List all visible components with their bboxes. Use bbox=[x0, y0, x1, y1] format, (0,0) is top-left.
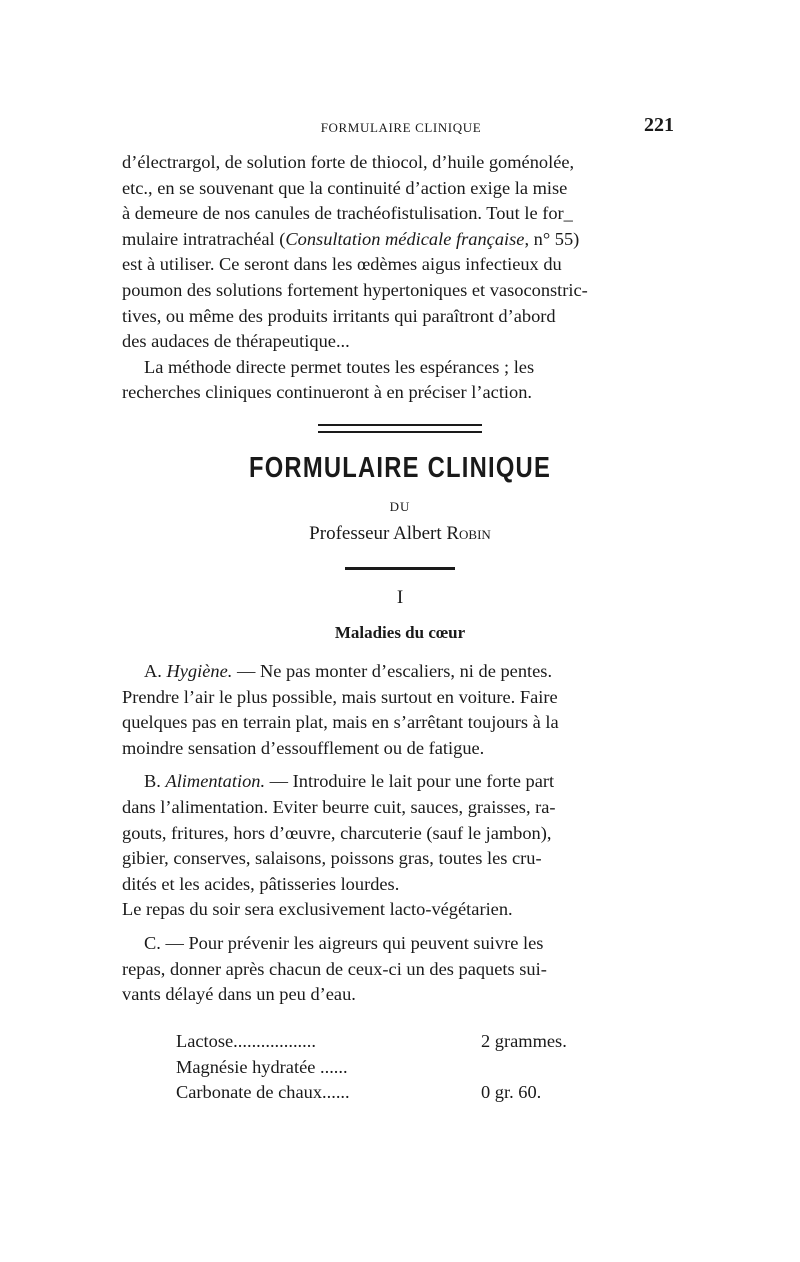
main-title: FORMULAIRE CLINIQUE bbox=[248, 452, 552, 484]
running-head-title: FORMULAIRE CLINIQUE bbox=[320, 120, 482, 135]
text-line: gouts, fritures, hors d’œuvre, charcuterie (sauf le jambon), bbox=[122, 822, 552, 843]
citation-close: , n° 55) bbox=[524, 228, 580, 249]
ingredient-name: Lactose.................. bbox=[176, 1031, 316, 1051]
text-line: Prendre l’air le plus possible, mais surtout en voiture. Faire bbox=[122, 686, 558, 707]
text-line: vants délayé dans un peu d’eau. bbox=[122, 984, 356, 1005]
page-number: 221 bbox=[644, 114, 674, 136]
item-label: Hygiène. bbox=[166, 661, 233, 681]
prescription-row bbox=[176, 1080, 596, 1106]
author-surname: Robin bbox=[446, 523, 491, 544]
opening-paragraph bbox=[122, 150, 678, 406]
text-line: Le repas du soir sera exclusivement lacto-végétarien. bbox=[122, 899, 513, 920]
prescription-body bbox=[122, 659, 678, 1008]
text-line: mulaire intratrachéal bbox=[122, 228, 280, 249]
text-line: d’électrargol, de solution forte de thiocol, d’huile goménolée, bbox=[122, 152, 575, 172]
text-line: poumon des solutions fortement hypertoniques et vasoconstric- bbox=[122, 279, 588, 300]
text-line: repas, donner après chacun de ceux-ci un des paquets sui- bbox=[122, 958, 547, 979]
text-fragment: — Introduire le lait pour une forte part bbox=[265, 771, 555, 792]
paragraph-a-first-line bbox=[122, 659, 678, 685]
ingredient-name: Magnésie hydratée ...... bbox=[176, 1056, 348, 1077]
text-line: des audaces de thérapeutique... bbox=[122, 331, 350, 352]
single-rule-divider bbox=[345, 567, 455, 570]
paragraph-b-first-line bbox=[122, 769, 678, 795]
author-prefix: Professeur Albert bbox=[309, 523, 447, 544]
text-fragment: — Ne pas monter d’escaliers, ni de pentes. bbox=[232, 661, 553, 681]
prescription-row bbox=[176, 1055, 596, 1081]
section-number: I bbox=[396, 587, 404, 608]
section-title: Maladies du cœur bbox=[334, 623, 466, 642]
item-label: Alimentation. bbox=[165, 771, 266, 792]
item-letter: B. bbox=[144, 771, 166, 792]
item-letter: A. bbox=[144, 661, 167, 681]
running-head bbox=[126, 114, 676, 138]
text-line: moindre sensation d’essoufflement ou de fatigue. bbox=[122, 737, 485, 758]
text-line: La méthode directe permet toutes les espérances ; les bbox=[144, 356, 535, 377]
citation-open: ( bbox=[279, 228, 286, 249]
text-line-with-citation bbox=[122, 227, 678, 253]
text-line: quelques pas en terrain plat, mais en s’arrêtant toujours à la bbox=[122, 712, 559, 733]
citation-italic: Consultation médicale française bbox=[285, 228, 525, 249]
text-line: recherches cliniques continueront à en préciser l’action. bbox=[122, 382, 533, 403]
du-label: DU bbox=[389, 499, 411, 514]
ingredient-dose: 0 gr. 60. bbox=[481, 1082, 542, 1103]
text-line: à demeure de nos canules de trachéofistulisation. Tout le for_ bbox=[122, 203, 573, 224]
ingredient-dose: 2 grammes. bbox=[481, 1031, 567, 1051]
ingredient-name: Carbonate de chaux...... bbox=[176, 1082, 350, 1103]
text-line: dités et les acides, pâtisseries lourdes. bbox=[122, 873, 400, 894]
text-line: tives, ou même des produits irritants qui paraîtront d’abord bbox=[122, 305, 556, 326]
paragraph-c-first-line: C. — Pour prévenir les aigreurs qui peuvent suivre les bbox=[144, 932, 544, 953]
text-line: dans l’alimentation. Eviter beurre cuit, sauces, graisses, ra- bbox=[122, 796, 556, 817]
prescription-table bbox=[176, 1029, 596, 1106]
prescription-row bbox=[176, 1029, 596, 1055]
author-line bbox=[122, 523, 678, 545]
text-line: etc., en se souvenant que la continuité d’action exige la mise bbox=[122, 177, 568, 198]
double-rule-divider bbox=[318, 424, 482, 433]
text-line: gibier, conserves, salaisons, poissons gras, toutes les cru- bbox=[122, 848, 542, 869]
text-line: est à utiliser. Ce seront dans les œdèmes aigus infectieux du bbox=[122, 254, 562, 275]
